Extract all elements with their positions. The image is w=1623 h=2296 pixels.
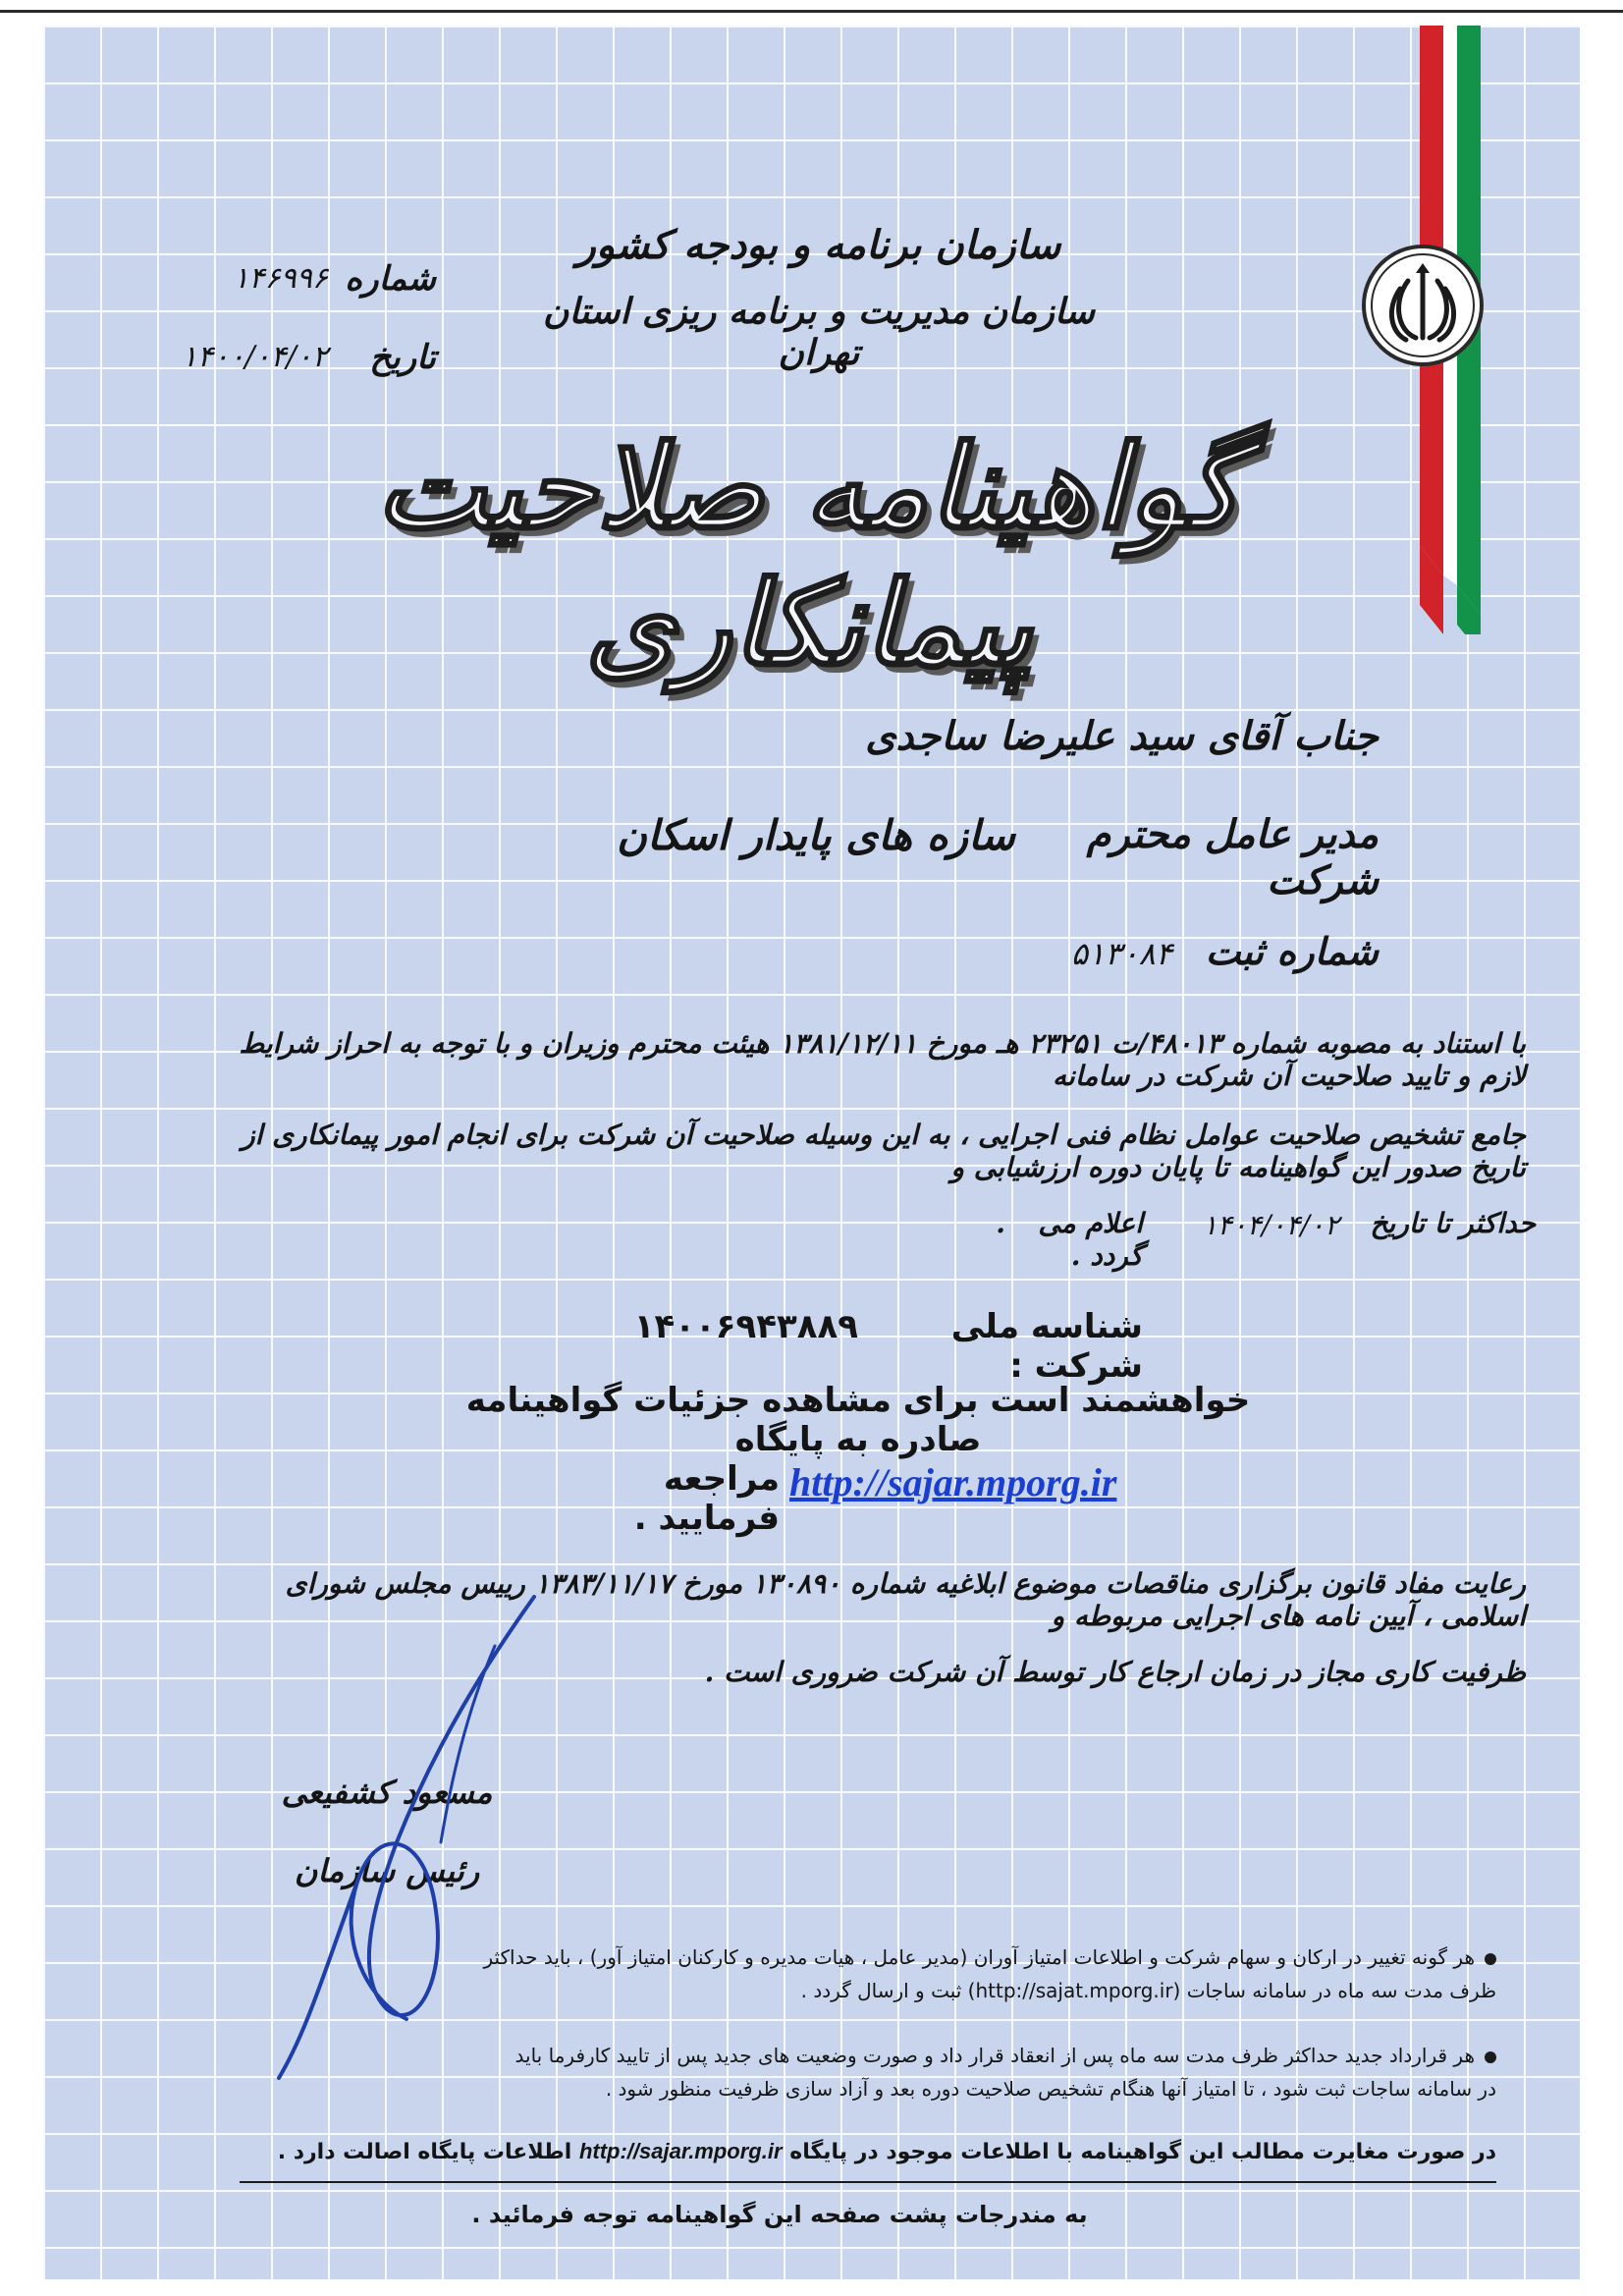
divider <box>240 2181 1496 2183</box>
registration-number: ۵۱۳۰۸۴ <box>1070 935 1172 972</box>
validity-date: ۱۴۰۴/۰۴/۰۲ <box>1202 1209 1339 1241</box>
request-text: خواهشمند است برای مشاهده جزئیات گواهینامه صادره به پایگاه <box>465 1381 1251 1459</box>
validity-label: حداکثر تا تاریخ <box>1370 1207 1536 1239</box>
national-id-value: ۱۴۰۰۶۹۴۳۸۸۹ <box>633 1307 858 1346</box>
note-item: هر گونه تغییر در ارکان و سهام شرکت و اطلاعات امتیاز آوران (مدیر عامل ، هیات مدیره و کارکنان امتیاز آور) ، باید حداکثر ظرف مدت سه ماه در سامانه ساجات (http://sajat.mporg.ir) ثبت و ارسال گردد . <box>483 1945 1496 2002</box>
number-value: ۱۴۶۹۹۶ <box>233 261 328 296</box>
certificate-page <box>43 26 1580 2279</box>
body-line-2: جامع تشخیص صلاحیت عوامل نظام فنی اجرایی ، به این وسیله صلاحیت آن شرکت برای انجام امور پیمانکاری از تاریخ صدور این گواهینامه تا پایان دوره ارزشیابی و <box>242 1119 1526 1183</box>
date-value: ۱۴۰۰/۰۴/۰۲ <box>181 340 328 374</box>
scan-top-border <box>0 0 1623 24</box>
certificate-title: گواهینامه صلاحیت پیمانکاری <box>376 418 1242 691</box>
bullet-icon <box>1485 2051 1496 2063</box>
registration-label: شماره ثبت <box>1205 929 1379 973</box>
validity-announce: اعلام می گردد . <box>1038 1207 1143 1272</box>
company-name: سازه های پایدار اسکان <box>617 811 1015 859</box>
back-page-note: به مندرجات پشت صفحه این گواهینامه توجه فرمائید . <box>471 2201 1088 2228</box>
warning-url[interactable]: http://sajar.mporg.ir <box>578 2139 783 2163</box>
addressee-name: جناب آقای سید علیرضا ساجدی <box>865 713 1379 759</box>
org-name-secondary: سازمان مدیریت و برنامه ریزی استان تهران <box>542 291 1096 373</box>
company-label: مدیر عامل محترم شرکت <box>1086 811 1379 903</box>
handwritten-signature <box>240 1587 593 2098</box>
note-item: هر قرارداد جدید حداکثر ظرف مدت سه ماه پس از انعقاد قرار داد و صورت وضعیت های جدید پس از تایید کارفرما باید در سامانه ساجات ثبت شود ، تا امتیاز آنها هنگام تشخیص صلاحیت دوره بعد و آزاد سازی ظرفیت منظور شود . <box>514 2044 1496 2101</box>
bullet-icon <box>1485 1953 1496 1965</box>
number-label: شماره <box>345 259 436 299</box>
signatory-name: مسعود کشفیعی <box>281 1774 493 1811</box>
observance-line-1: رعایت مفاد قانون برگزاری مناقصات موضوع ابلاغیه شماره ۱۳۰۸۹۰ مورخ ۱۳۸۳/۱۱/۱۷ رییس مجلس شورای اسلامی ، آیین نامه های اجرایی مربوطه و <box>285 1567 1526 1632</box>
org-name-primary: سازمان برنامه و بودجه کشور <box>576 222 1061 268</box>
validity-tail: . <box>996 1207 1005 1239</box>
body-line-1: با استناد به مصوبه شماره ۴۸۰۱۳/ت ۲۳۲۵۱ هـ مورخ ۱۳۸۱/۱۲/۱۱ هیئت محترم وزیران و با توجه به احراز شرایط لازم و تایید صلاحیت آن شرکت در سامانه <box>239 1027 1526 1092</box>
signatory-title: رئیس سازمان <box>294 1852 480 1889</box>
date-label: تاریخ <box>369 338 436 377</box>
authenticity-warning: در صورت مغایرت مطالب این گواهینامه با اطلاعات موجود در پایگاه http://sajar.mporg.ir اطلاعات پایگاه اصالت دارد . <box>277 2139 1496 2164</box>
reference-text: مراجعه فرمایید . <box>633 1459 780 1538</box>
observance-line-2: ظرفیت کاری مجاز در زمان ارجاع کار توسط آن شرکت ضروری است . <box>704 1656 1526 1688</box>
sajar-link[interactable]: http://sajar.mporg.ir <box>789 1460 1117 1504</box>
national-id-label: شناسه ملی شرکت : <box>950 1307 1143 1386</box>
iran-emblem-icon <box>1359 242 1487 369</box>
